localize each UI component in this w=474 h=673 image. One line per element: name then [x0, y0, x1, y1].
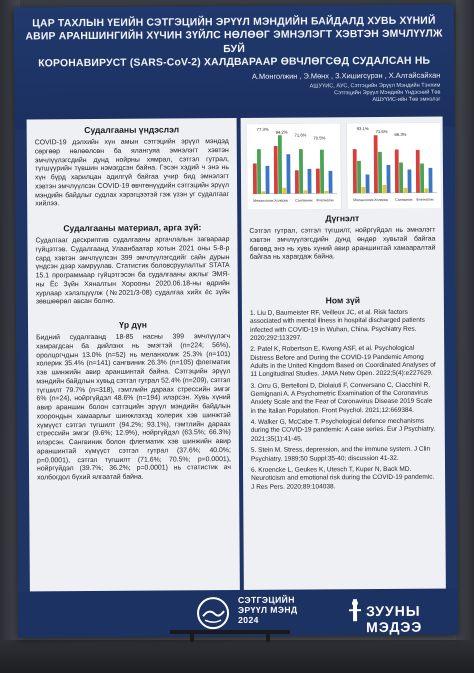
results-charts — [247, 123, 442, 210]
intro-text: COVID-19 дэлхийн хүн амын сэтгэцийн эрүүл мэндэд сөргөөр нөлөөлсөн ба ялангуяа эмнэлэгт хэвтэн эмчлүүлэгсдийн дунд нойрны хямрал, сэтгэл гутрал, түгшүүрийн түвшин нэмэгдсэн байна. Гэсэн хэдий ч энэ нь хүн бүрд харилцан адилгүй байгаа учир бид эмнэлэгт хэвтэн эмчлүүлсэн COVID-19 өвчтөнүүдийн сэтгэцийн эрүүл мэндийн байдлыг судлах хэрэгцээтэй гэж үзэн уг судалгааг хийлээ. — [34, 138, 230, 208]
chart-data-label: 77.3% — [256, 126, 269, 132]
chart-bar — [295, 170, 299, 193]
chart-bar — [329, 171, 333, 193]
chart-data-label: 93.1% — [356, 126, 369, 132]
methods-heading: Судалгааны материал, арга зүй: — [63, 222, 202, 234]
chart-bar — [382, 185, 386, 193]
mental-health-logo-icon — [193, 596, 233, 630]
chart-data-label: 70.5% — [313, 135, 326, 141]
references-heading: Ном зүй — [325, 295, 361, 306]
chart-bar — [316, 169, 320, 194]
chart-bar — [420, 164, 424, 193]
chart-bar — [416, 150, 420, 193]
results-heading: Үр дүн — [119, 319, 147, 330]
chart-data-label: 71.6% — [375, 128, 388, 135]
chart-bar — [261, 191, 265, 194]
chart-bar — [399, 162, 403, 192]
poster-title — [24, 15, 444, 72]
chart-bar — [253, 163, 257, 193]
chart-bar — [408, 169, 412, 192]
chart-data-label: 71.6% — [294, 132, 307, 138]
chart-bar — [429, 168, 433, 193]
reference-item: 3. Orru G, Bertelloni D, Diolaiuti F, Conversano C, Ciacchini R, Gemignani A. A Psychometric Examination of the Coronavirus Anxiety Scale and the Fear of Coronavirus Disease 2019 Scale in the Italian Population. Front Psychol. 2021;12:669384. — [250, 381, 433, 415]
news-brand: ЗУУНЫ МЭДЭЭ — [365, 602, 423, 636]
title-line: КОРОНАВИРУСТ (SARS-CoV-2) ХАЛДВАРААР ӨВЧЛӨГСӨД СУДАЛСАН НЬ — [38, 55, 431, 70]
footer-org-line: 2024 — [238, 614, 259, 625]
chart-bar — [308, 169, 312, 194]
chart-bar — [403, 188, 407, 193]
chart-category-label: Холерик — [374, 197, 389, 203]
chart-category-label: Флегматик — [416, 197, 434, 202]
chart-bar — [395, 149, 399, 192]
conclusion-heading: Дүгнэлт — [325, 213, 360, 224]
chart-bar — [286, 154, 290, 193]
title-line: ЦАР ТАХЛЫН ҮЕИЙН СЭТГЭЦИЙН ЭРҮҮЛ МЭНДИЙН БАЙДАЛД ХУВЬ ХҮНИЙ — [32, 15, 436, 30]
chart-data-label: 66.3% — [394, 131, 407, 137]
footer-org-line: СЭТГЭЦИЙН — [237, 594, 295, 605]
chart-bar — [357, 161, 361, 193]
chart-bar — [374, 135, 378, 193]
reference-item: 1. Liu D, Baumeister RF, Veilleux JC, et al. Risk factors associated with mental illness in hospital discharged patients infected with COVID-19 in Wuhan, China. Psychiatry Res. 2020;292:113297. — [249, 308, 425, 342]
chart-category-label: Сангвиник — [395, 197, 413, 202]
chart-bar — [299, 149, 303, 193]
intro-heading: Судалгааны үндэслэл — [84, 124, 180, 136]
research-poster — [14, 4, 458, 637]
chart-category-label: Холерик — [274, 198, 289, 203]
chart-bar — [324, 191, 328, 193]
chart-bar — [320, 150, 324, 194]
chart-bar — [303, 190, 307, 193]
chart-data-label: 94.2% — [275, 129, 288, 135]
right-panel — [241, 117, 447, 624]
footer-org-line: ЭРҮҮЛ МЭНД — [237, 604, 298, 615]
reference-item: 6. Kroencke L, Geukes K, Utesch T, Kuper N, Back MD. Neuroticism and emotional risk during the COVID-19 pandemic. J Res Pers. 2020;89:104038. — [251, 465, 435, 491]
chart-category-label: Меланхолик — [253, 198, 274, 203]
chart-category-label: Флегматик — [316, 198, 334, 203]
floor — [0, 640, 474, 673]
poster-stand — [170, 630, 290, 642]
chart-bar — [266, 166, 270, 194]
affiliation: АШУҮИС, АУС, Сэтгэцийн Эрүүл Мэндийн Тэнхим — [309, 82, 441, 90]
affiliation: АШУҮИС-ийн Төв эмнэлэг — [372, 96, 441, 104]
chart-bar — [353, 149, 357, 193]
chart-category-label: Меланхолик — [353, 198, 374, 203]
references-list — [250, 309, 437, 495]
conclusion-text: Сэтгэл гутрал, сэтгэл түгшилт, нойргүйдэл нь эмнэлэгт хэвтэн эмчлүүлэгсдийн дунд өндөр хувьтай байгаа бөгөөд энэ нь хувь хүний авир араншинтай хамааралтай байгаа нь харагдаж байна. — [249, 226, 436, 262]
poster-affiliations — [310, 83, 441, 106]
wall-right — [456, 0, 474, 673]
footer-org — [238, 595, 298, 625]
reference-item: 2. Patel K, Robertson E, Kwong ASF, et al. Psychological Distress Before and During the COVID-19 Pandemic Among Adults in the United Kingdom Based on Coordinated Analyses of 11 Longitudinal Studies. JAMA Netw Open. 2022;5(4):e227629. — [250, 345, 436, 379]
methods-text: Судалгааг дескриптив судалгааны аргачлалын загвараар гүйцэтгэв. Судалгаанд Улаанбаатар хотын 2021 оны 5-8-р сард хэвтэн эмчлүүлсэн 399 эмчлүүлэгсдийг сайн дурын үндсэн дээр хамруулав. Статистик боловсруулалтыг STATA 15.1 программаар гүйцэтгэсэн ба судалгааны ажлыг ЭМЯ-ны Ёс Зүйн Хяналтын Хорооны 2020.06.18-ны өдрийн хурлаар хэлэлцүүлж (№2021/3-08) судалгаа хийх ёс зүйн зөвшөөрөл авсан болно. — [35, 236, 230, 306]
results-text: Бидний судалгаанд 18-85 насны 399 эмчлүүлэгч хамрагдсан ба дийлэнх нь эмэгтэй (n=224; 56%), оролцогчдын 13.0% (n=52) нь меланхолик 25.3% (n=101) холерик 35.4% (n=141) сангвиник 26.3% (n=105) флегматик хэв шинжийн авир араншинтай байна. Сэтгэцийн эрүүл мэндийн байдлын хувьд сэтгэл гутрал 52.4% (n=209), сэтгэл түгшилт 79.7% (n=318), гэмтлийн дараах стрессийн эмгэг 6% (n=24), нойргүйдэл 48.6% (n=194) илэрсэн. Хувь хүний авир араншин болон сэтгэцийн эрүүл мэндийн байдлын хоорондын хамаарлыг шинжлэхэд холерик хэв шинжтэй хүмүүст сэтгэл түгшилт (94.2%; 93.1%), гэмтлийн дараах стрессийн эмгэг (9.6%; 12.9%), нойргүйдэл (63.5%; 66.3%) илэрсэн. Сангвиник болон флегматик хэв шинжийн авир араншинтай хүмүүст сэтгэл гутрал (37.6%; 40.0%; p=0.0001), сэтгэл түгшилт (71.6%; 70.5%; p=0.0001), нойргүйдэл (39.7%; 36.2%; p=0.0001) нь статистик ач холбогдол бүхий ялгаатай байна. — [36, 333, 232, 482]
affiliation: Сэтгэцийн Эрүүл Мэндийн Үндэсний Төв — [334, 89, 441, 97]
soyombo-emblem-icon — [348, 597, 362, 623]
chart-bar — [387, 165, 391, 193]
title-line: АВИР АРАНШИНГИЙН ХҮЧИН ЗҮЙЛС НӨЛӨӨГ ЭМНЭЛЭГТ ХЭВТЭН ЭМЧЛҮҮЛЖ БУЙ — [25, 28, 443, 55]
chart-bar — [366, 174, 370, 193]
chart-bar — [361, 187, 365, 193]
reference-item: 5. Stein M. Stress, depression, and the immune system. J Clin Psychiatry. 1989;50 Suppl:35-40; discussion 41-32. — [250, 445, 431, 463]
chart-bar — [378, 152, 382, 193]
chart-bar — [278, 135, 282, 193]
chart-bar — [424, 188, 428, 192]
left-panel — [27, 118, 241, 625]
chart-category-label: Сангвиник — [295, 198, 313, 203]
chart-bar — [282, 188, 286, 194]
reference-item: 4. Walker G, McCabe T. Psychological defence mechanisms during the COVID-19 pandemic: A case series. Eur J Psychiatry. 2021;35(1):41-45. — [250, 417, 436, 443]
chart-bar — [274, 146, 278, 194]
poster-authors: А.Монголжин , Э.Мөнх , З.Хишигсүрэн , Х.Алтайсайхан — [251, 70, 441, 81]
chart-bar — [257, 149, 261, 194]
